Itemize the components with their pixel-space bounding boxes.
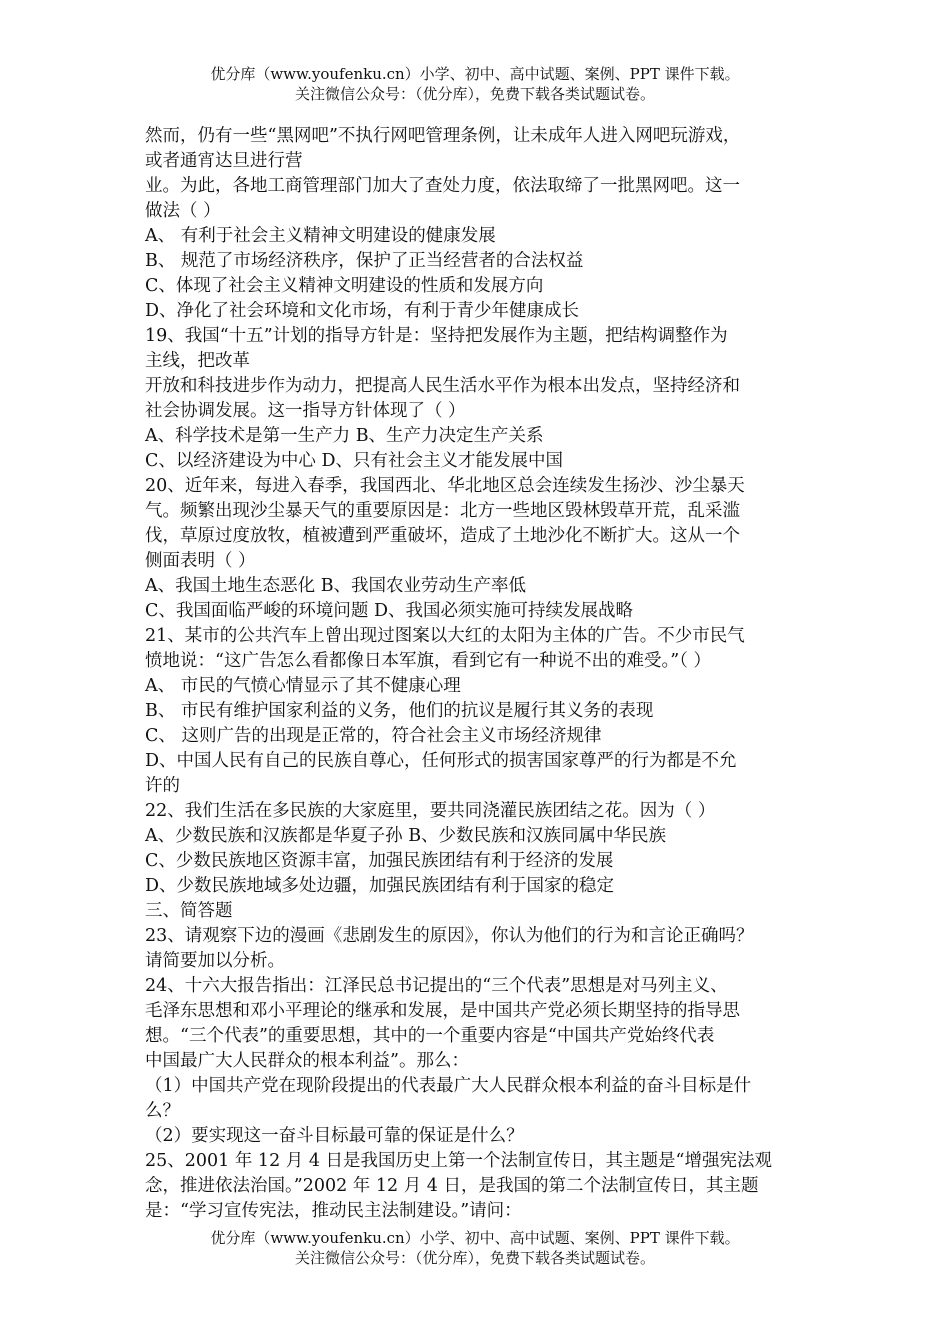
text-line: 毛泽东思想和邓小平理论的继承和发展，是中国共产党必须长期坚持的指导思 (145, 1001, 740, 1021)
question-24: 24、十六大报告指出：江泽民总书记提出的“三个代表”思想是对马列主义、 (145, 976, 728, 996)
option-line: C、少数民族地区资源丰富，加强民族团结有利于经济的发展 (145, 851, 614, 871)
text-line: 么？ (145, 1101, 180, 1121)
text-line: 业。为此，各地工商管理部门加大了查处力度，依法取缔了一批黑网吧。这一 (145, 176, 740, 196)
text-line: 然而，仍有一些“黑网吧”不执行网吧管理条例，让未成年人进入网吧玩游戏， (145, 126, 741, 146)
page-footer (0, 1228, 950, 1268)
option-line: A、少数民族和汉族都是华夏子孙 B、少数民族和汉族同属中华民族 (145, 826, 667, 846)
option-line: D、少数民族地域多处边疆，加强民族团结有利于国家的稳定 (145, 876, 615, 896)
option-line: A、 有利于社会主义精神文明建设的健康发展 (145, 226, 496, 246)
option-line: A、我国土地生态恶化 B、我国农业劳动生产率低 (145, 576, 527, 596)
footer-line-2: 关注微信公众号：（优分库），免费下载各类试题试卷。 (294, 1249, 655, 1267)
text-line: 伐，草原过度放牧，植被遭到严重破坏，造成了土地沙化不断扩大。这从一个 (145, 526, 740, 546)
footer-line-1: 优分库（www.youfenku.cn）小学、初中、高中试题、案例、PPT 课件下载。 (210, 1229, 740, 1247)
question-19: 19、我国“十五”计划的指导方针是：坚持把发展作为主题，把结构调整作为 (145, 326, 728, 346)
header-line-1: 优分库（www.youfenku.cn）小学、初中、高中试题、案例、PPT 课件下载。 (210, 65, 740, 83)
text-line: 愤地说：“这广告怎么看都像日本军旗，看到它有一种说不出的难受。”（ ） (145, 651, 711, 671)
text-line: 社会协调发展。这一指导方针体现了（ ） (145, 401, 466, 421)
question-22: 22、我们生活在多民族的大家庭里，要共同浇灌民族团结之花。因为（ ） (145, 801, 716, 821)
text-line: 许的 (145, 776, 180, 796)
sub-question-1: （1）中国共产党在现阶段提出的代表最广大人民群众根本利益的奋斗目标是什 (145, 1076, 752, 1096)
question-20: 20、近年来，每进入春季，我国西北、华北地区总会连续发生扬沙、沙尘暴天 (145, 476, 745, 496)
text-line: 想。“三个代表”的重要思想，其中的一个重要内容是“中国共产党始终代表 (145, 1026, 715, 1046)
option-line: D、中国人民有自己的民族自尊心，任何形式的损害国家尊严的行为都是不允 (145, 751, 737, 771)
option-line: A、科学技术是第一生产力 B、生产力决定生产关系 (145, 426, 544, 446)
text-line: 中国最广大人民群众的根本利益”。那么： (145, 1051, 469, 1071)
option-line: C、我国面临严峻的环境问题 D、我国必须实施可持续发展战略 (145, 601, 633, 621)
text-line: 开放和科技进步作为动力，把提高人民生活水平作为根本出发点，坚持经济和 (145, 376, 740, 396)
header-line-2: 关注微信公众号：（优分库），免费下载各类试题试卷。 (294, 85, 655, 103)
option-line: B、 规范了市场经济秩序，保护了正当经营者的合法权益 (145, 251, 584, 271)
question-23: 23、请观察下边的漫画《悲剧发生的原因》，你认为他们的行为和言论正确吗？ (145, 926, 754, 946)
question-21: 21、某市的公共汽车上曾出现过图案以大红的太阳为主体的广告。不少市民气 (145, 626, 745, 646)
text-line: 主线，把改革 (145, 351, 250, 371)
option-line: C、 这则广告的出现是正常的，符合社会主义市场经济规律 (145, 726, 602, 746)
sub-question-2: （2）要实现这一奋斗目标最可靠的保证是什么？ (145, 1126, 524, 1146)
text-line: 请简要加以分析。 (145, 951, 285, 971)
option-line: B、 市民有维护国家利益的义务，他们的抗议是履行其义务的表现 (145, 701, 654, 721)
text-line: 念，推进依法治国。”2002 年 12 月 4 日，是我国的第二个法制宣传日，其主题 (145, 1176, 759, 1196)
text-line: 气。频繁出现沙尘暴天气的重要原因是：北方一些地区毁林毁草开荒，乱采滥 (145, 501, 740, 521)
option-line: D、净化了社会环境和文化市场，有利于青少年健康成长 (145, 301, 580, 321)
text-line: 侧面表明（ ） (145, 551, 256, 571)
option-line: C、以经济建设为中心 D、只有社会主义才能发展中国 (145, 451, 563, 471)
option-line: A、 市民的气愤心情显示了其不健康心理 (145, 676, 461, 696)
question-25: 25、2001 年 12 月 4 日是我国历史上第一个法制宣传日，其主题是“增强宪法观 (145, 1151, 772, 1171)
text-line: 做法（ ） (145, 201, 221, 221)
text-line: 或者通宵达旦进行营 (145, 151, 303, 171)
section-heading: 三、简答题 (145, 901, 233, 921)
option-line: C、体现了社会主义精神文明建设的性质和发展方向 (145, 276, 544, 296)
document-body (145, 124, 825, 1224)
page-header (0, 64, 950, 104)
text-line: 是：“学习宣传宪法，推动民主法制建设。”请问： (145, 1201, 522, 1221)
